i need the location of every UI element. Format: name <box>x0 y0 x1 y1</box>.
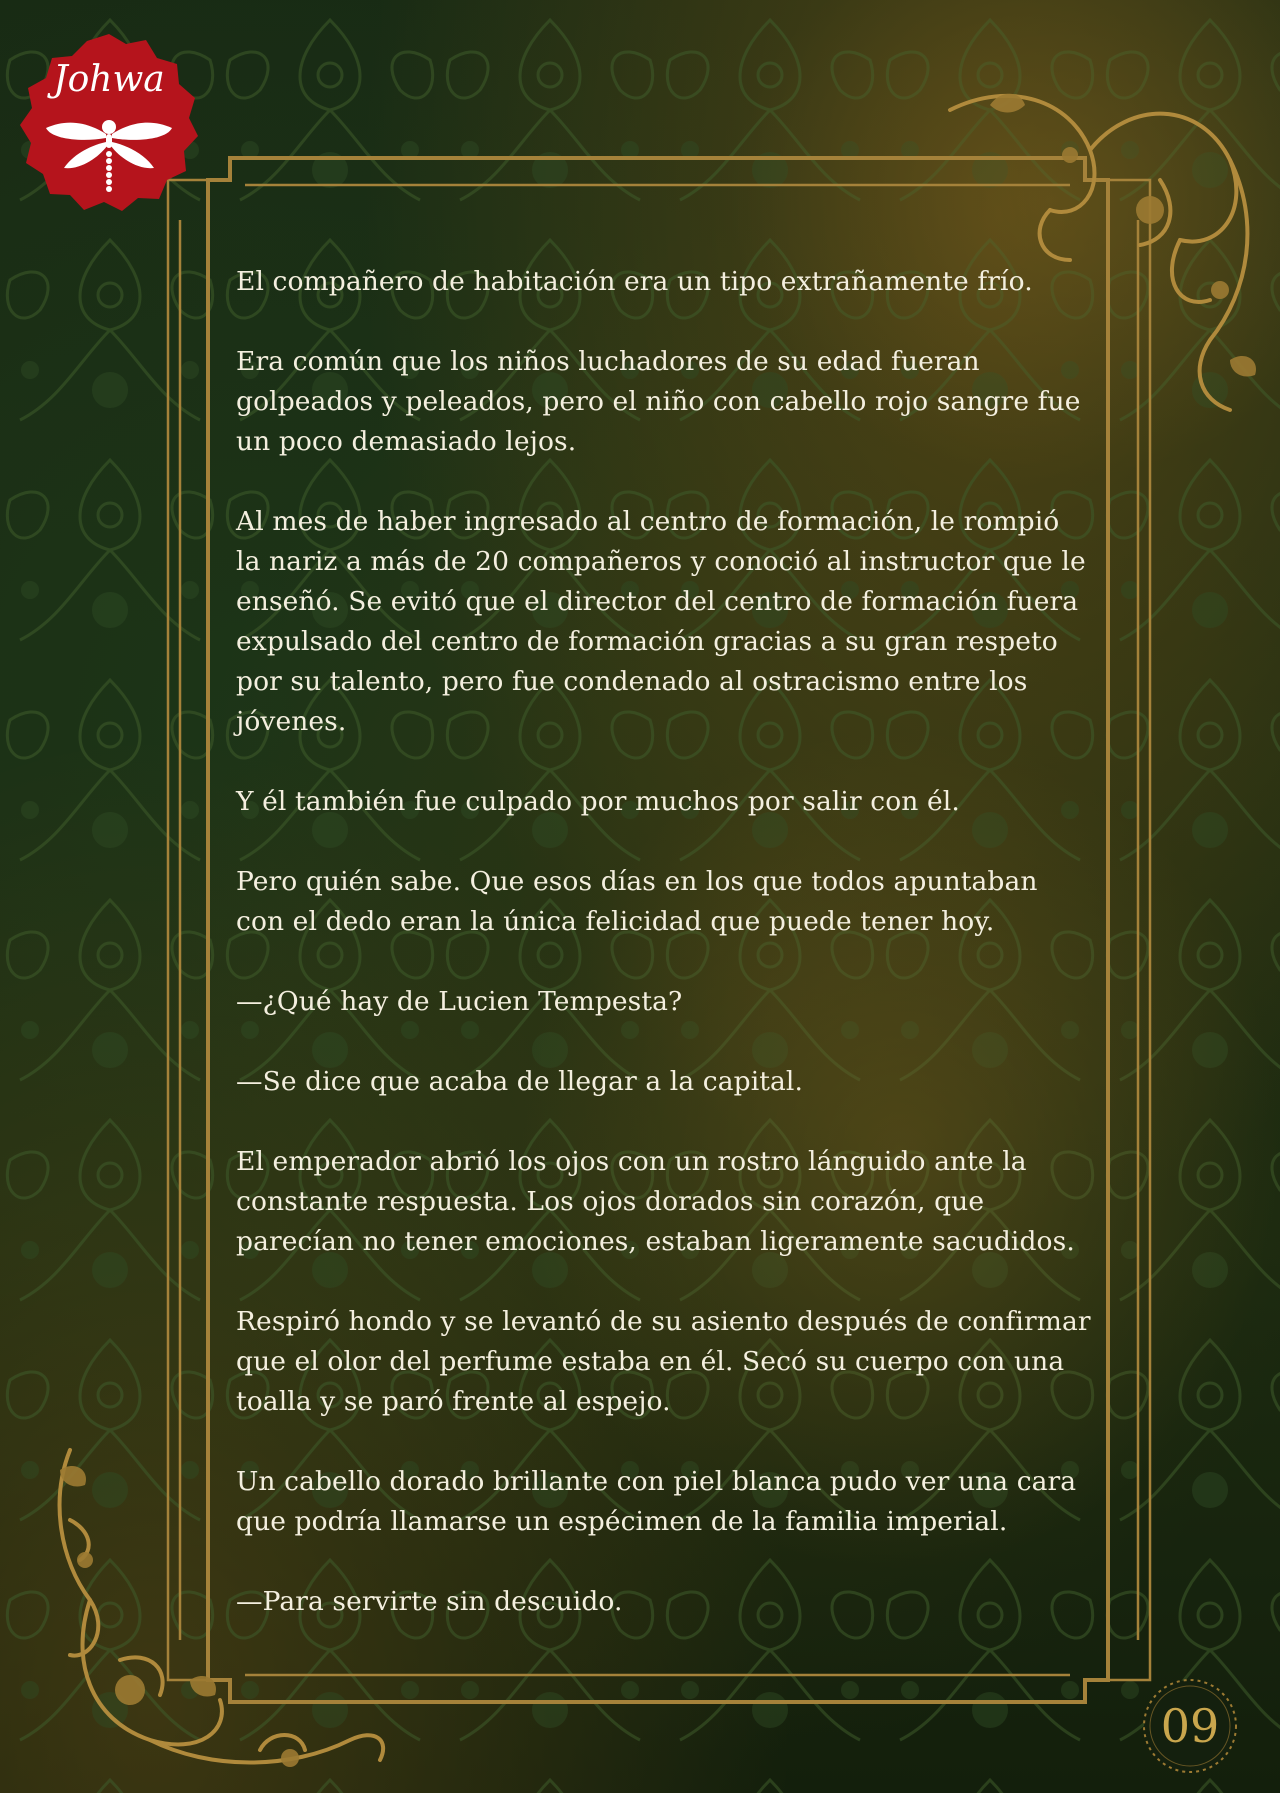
logo-text: Johwa <box>53 59 165 100</box>
dialogue-line: —Para servirte sin descuido. <box>236 1586 623 1617</box>
paragraph: El compañero de habitación era un tipo extrañamente frío. <box>236 266 1033 297</box>
paragraph: Respiró hondo y se levantó de su asiento después de confirmar que el olor del perfume estaba en él. Secó su cuerpo con una toalla y se paró frente al espejo. <box>236 1306 1091 1417</box>
page-number: 09 <box>1160 1699 1220 1753</box>
story-text <box>236 262 1092 1662</box>
dragonfly-icon <box>14 28 204 218</box>
paragraph: Un cabello dorado brillante con piel blanca pudo ver una cara que podría llamarse un espécimen de la familia imperial. <box>236 1466 1077 1537</box>
johwa-logo <box>14 28 204 218</box>
paragraph: Al mes de haber ingresado al centro de formación, le rompió la nariz a más de 20 compañeros y conoció al instructor que le enseñó. Se evitó que el director del centro de formación fuera expulsado del centro de formación gracias a su gran respeto por su talento, pero fue condenado al ostracismo entre los jóvenes. <box>236 506 1086 737</box>
dialogue-line: —Se dice que acaba de llegar a la capital. <box>236 1066 804 1097</box>
paragraph: Pero quién sabe. Que esos días en los que todos apuntaban con el dedo eran la única felicidad que puede tener hoy. <box>236 866 1038 937</box>
page-number-badge <box>1140 1676 1240 1776</box>
dialogue-line: —¿Qué hay de Lucien Tempesta? <box>236 986 683 1017</box>
paragraph: El emperador abrió los ojos con un rostro lánguido ante la constante respuesta. Los ojos dorados sin corazón, que parecían no tener emociones, estaban ligeramente sacudidos. <box>236 1146 1075 1257</box>
paragraph: Era común que los niños luchadores de su edad fueran golpeados y peleados, pero el niño con cabello rojo sangre fue un poco demasiado lejos. <box>236 346 1081 457</box>
paragraph: Y él también fue culpado por muchos por salir con él. <box>236 786 960 817</box>
